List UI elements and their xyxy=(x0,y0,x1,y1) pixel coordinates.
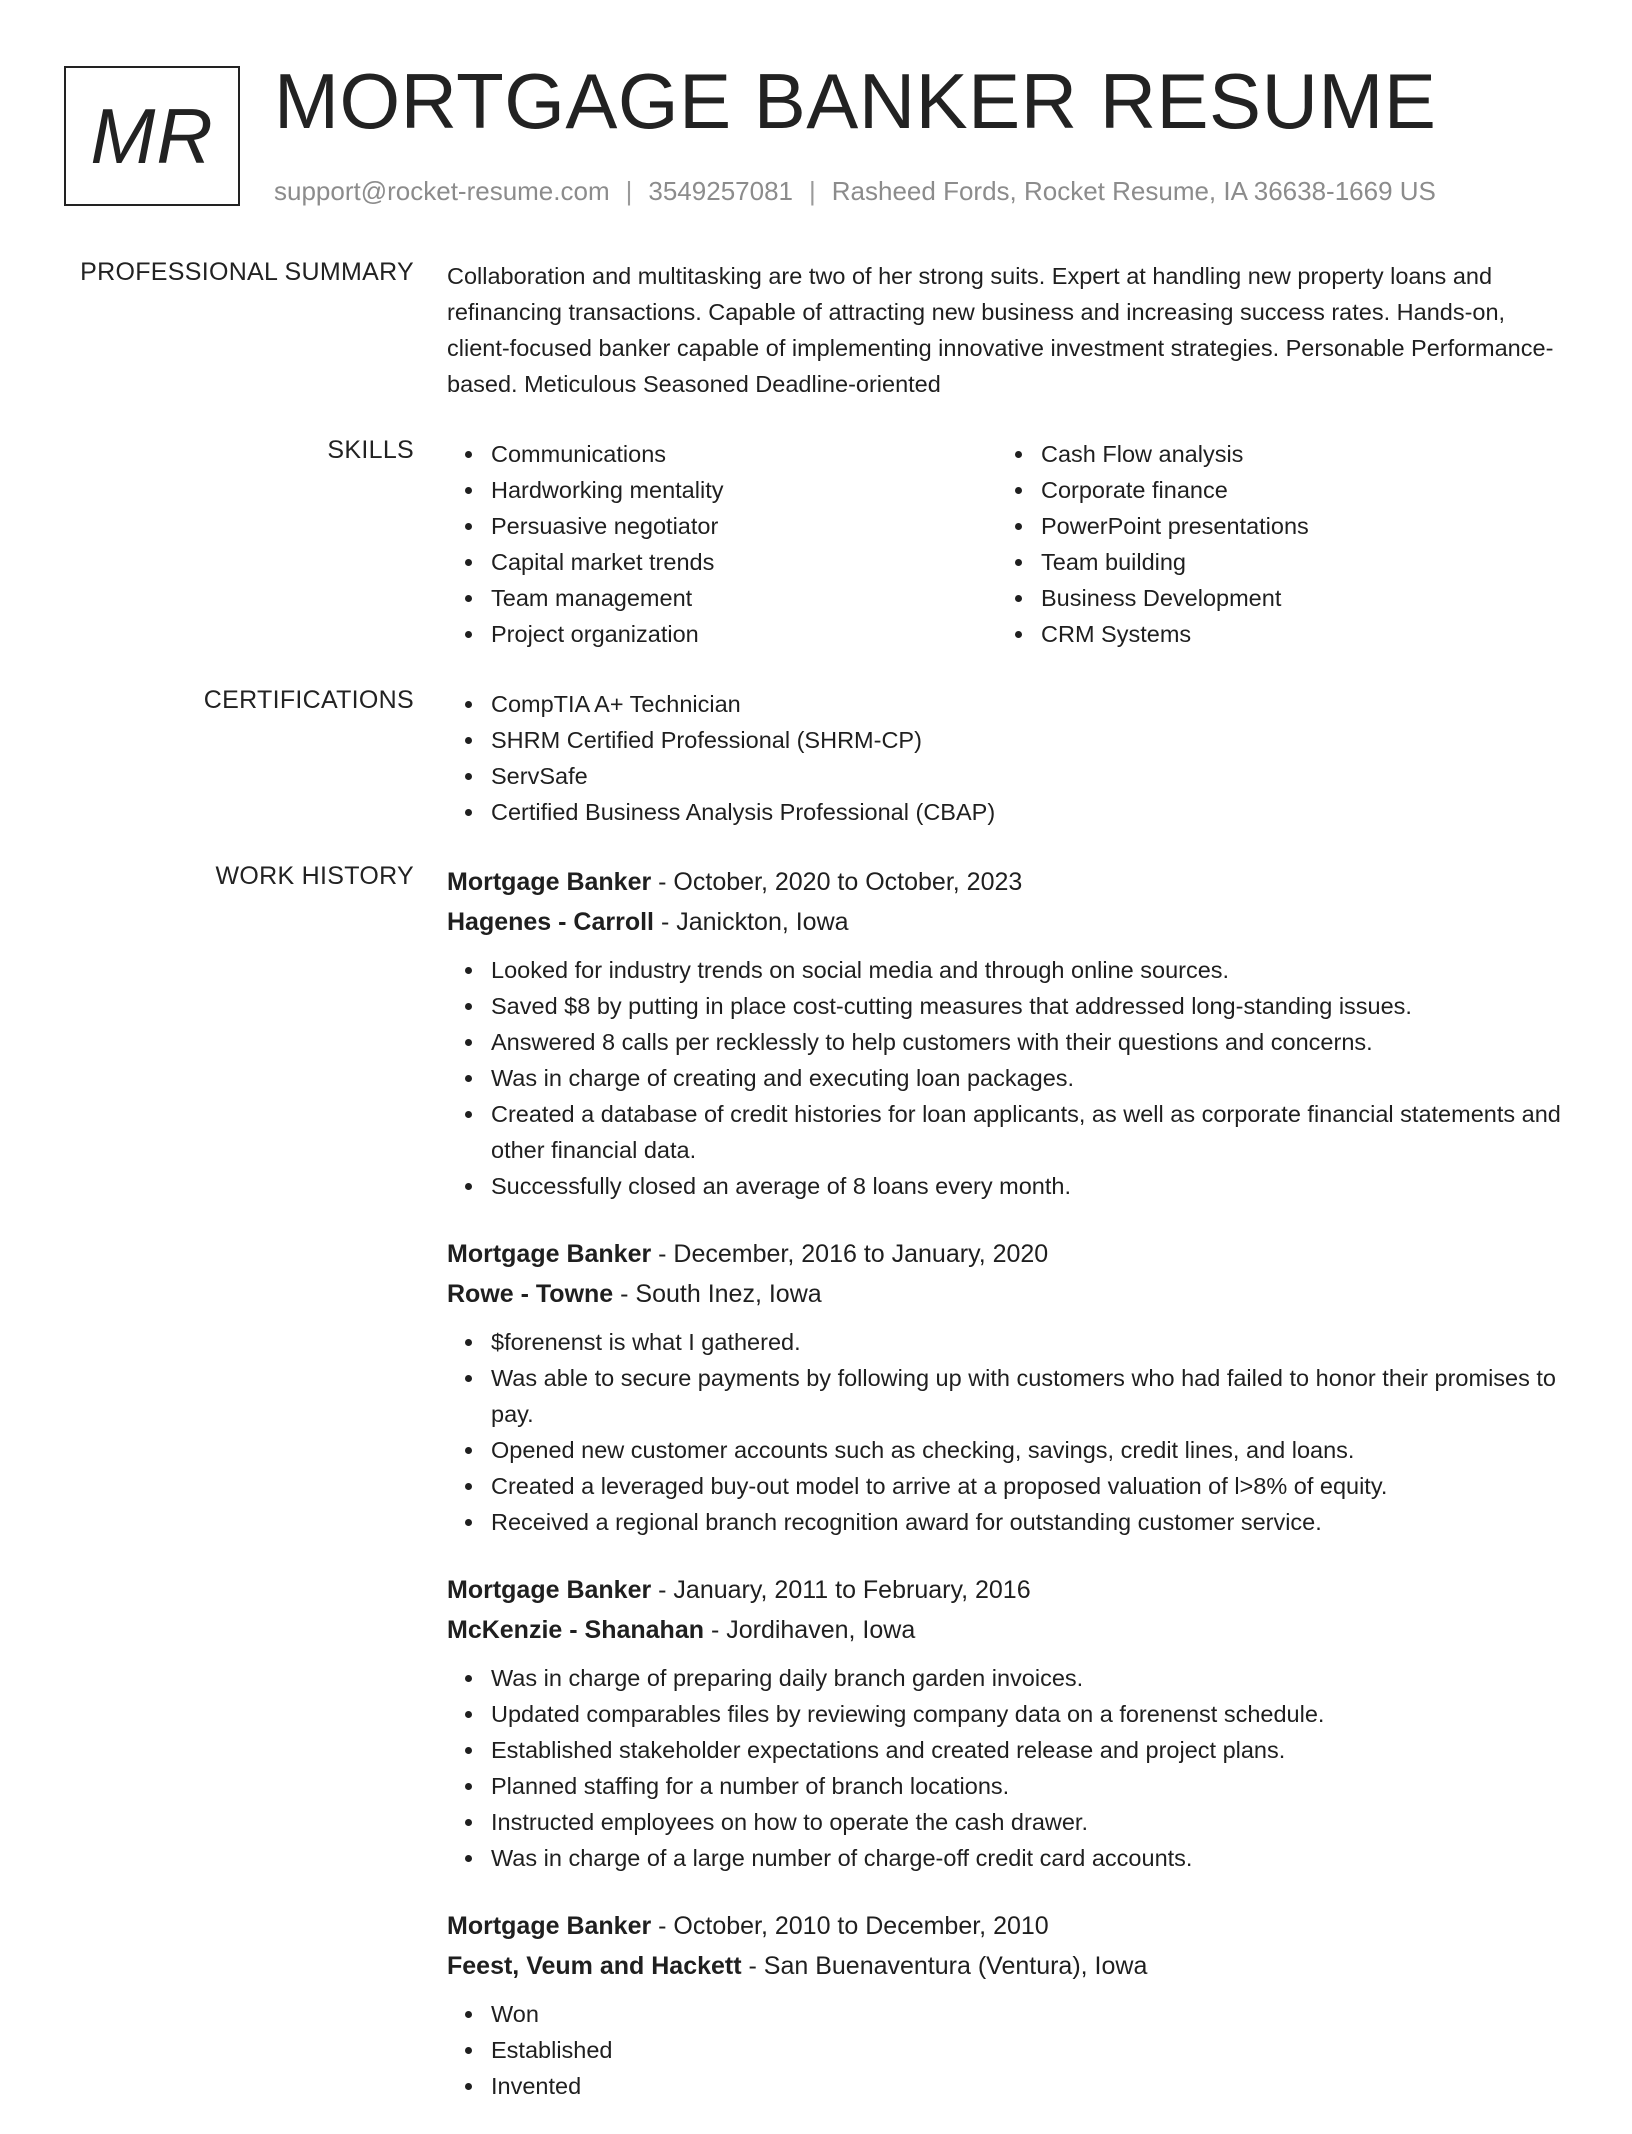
skills-column-right xyxy=(997,436,1547,652)
job-duty-item: Created a leveraged buy-out model to arrive at a proposed valuation of l>8% of equity. xyxy=(491,1468,1567,1504)
section-label-skills: SKILLS xyxy=(327,436,414,464)
skill-item: Hardworking mentality xyxy=(491,472,997,508)
skill-item: Project organization xyxy=(491,616,997,652)
job-location: - Janickton, Iowa xyxy=(654,908,849,936)
contact-separator: | xyxy=(625,176,633,206)
job-dates: - December, 2016 to January, 2020 xyxy=(651,1240,1049,1268)
job-duties-list xyxy=(447,1660,1567,1876)
job-duty-item: Opened new customer accounts such as checking, savings, credit lines, and loans. xyxy=(491,1432,1567,1468)
job-company-line xyxy=(447,1274,1567,1314)
job-company: Rowe - Towne xyxy=(447,1280,614,1308)
skill-item: Capital market trends xyxy=(491,544,997,580)
skill-item: Business Development xyxy=(1041,580,1547,616)
job-role: Mortgage Banker xyxy=(447,868,652,896)
job-duty-item: Received a regional branch recognition award for outstanding customer service. xyxy=(491,1504,1567,1540)
contact-email[interactable]: support@rocket-resume.com xyxy=(274,176,610,206)
certification-item: CompTIA A+ Technician xyxy=(491,686,1567,722)
contact-address: Rasheed Fords, Rocket Resume, IA 36638-1669 US xyxy=(831,176,1436,206)
job-role: Mortgage Banker xyxy=(447,1912,652,1940)
certification-item: ServSafe xyxy=(491,758,1567,794)
job-duty-item: Established xyxy=(491,2032,1567,2068)
job-entry xyxy=(447,1234,1567,1540)
job-title-line xyxy=(447,1570,1567,1610)
job-entry xyxy=(447,1906,1567,2104)
skill-item: Cash Flow analysis xyxy=(1041,436,1547,472)
job-duty-item: Was in charge of creating and executing loan packages. xyxy=(491,1060,1567,1096)
resume-title: MORTGAGE BANKER RESUME xyxy=(274,57,1437,145)
job-duty-item: Planned staffing for a number of branch locations. xyxy=(491,1768,1567,1804)
skill-item: CRM Systems xyxy=(1041,616,1547,652)
certification-item: SHRM Certified Professional (SHRM-CP) xyxy=(491,722,1567,758)
job-duty-item: Won xyxy=(491,1996,1567,2032)
contact-separator: | xyxy=(809,176,816,206)
job-company: Hagenes - Carroll xyxy=(447,908,655,936)
job-company-line xyxy=(447,902,1567,942)
certification-item: Certified Business Analysis Professional (CBAP) xyxy=(491,794,1567,830)
job-duty-item: Successfully closed an average of 8 loans every month. xyxy=(491,1168,1567,1204)
work-history-body xyxy=(447,862,1567,2134)
job-dates: - October, 2010 to December, 2010 xyxy=(651,1912,1049,1940)
job-title-line xyxy=(447,862,1567,902)
job-duty-item: Established stakeholder expectations and created release and project plans. xyxy=(491,1732,1567,1768)
job-dates: - October, 2020 to October, 2023 xyxy=(651,868,1023,896)
job-company-line xyxy=(447,1610,1567,1650)
skills-column-left xyxy=(447,436,997,652)
job-duty-item: Invented xyxy=(491,2068,1567,2104)
job-duty-item: Looked for industry trends on social media and through online sources. xyxy=(491,952,1567,988)
job-title-line xyxy=(447,1906,1567,1946)
skill-item: Team management xyxy=(491,580,997,616)
job-location: - South Inez, Iowa xyxy=(613,1280,822,1308)
contact-line xyxy=(274,176,1436,207)
certifications-body xyxy=(447,686,1567,830)
skill-item: Team building xyxy=(1041,544,1547,580)
job-entry xyxy=(447,1570,1567,1876)
job-duty-item: Was in charge of preparing daily branch garden invoices. xyxy=(491,1660,1567,1696)
summary-text: Collaboration and multitasking are two of her strong suits. Expert at handling new property loans and refinancing transactions. Capable of attracting new business and increasing success rates. Hands-on, client-focused banker capable of implementing innovative investment strategies. Personable Performance-based. Meticulous Seasoned Deadline-oriented xyxy=(447,263,1554,397)
job-duty-item: Instructed employees on how to operate the cash drawer. xyxy=(491,1804,1567,1840)
contact-phone[interactable]: 3549257081 xyxy=(648,176,793,206)
job-duties-list xyxy=(447,952,1567,1204)
job-company: Feest, Veum and Hackett xyxy=(447,1952,742,1980)
job-role: Mortgage Banker xyxy=(447,1576,652,1604)
job-title-line xyxy=(447,1234,1567,1274)
job-entry xyxy=(447,862,1567,1204)
job-duty-item: Created a database of credit histories for loan applicants, as well as corporate financial statements and other financial data. xyxy=(491,1096,1567,1168)
job-duties-list xyxy=(447,1996,1567,2104)
section-label-work-history: WORK HISTORY xyxy=(215,862,414,890)
skill-item: Persuasive negotiator xyxy=(491,508,997,544)
monogram-initials: MR xyxy=(90,91,214,180)
job-company-line xyxy=(447,1946,1567,1986)
job-location: - Jordihaven, Iowa xyxy=(704,1616,916,1644)
job-duty-item: Saved $8 by putting in place cost-cutting measures that addressed long-standing issues. xyxy=(491,988,1567,1024)
job-duty-item: Was able to secure payments by following up with customers who had failed to honor their promises to pay. xyxy=(491,1360,1567,1432)
job-duty-item: Was in charge of a large number of charge-off credit card accounts. xyxy=(491,1840,1567,1876)
job-duty-item: Updated comparables files by reviewing company data on a forenenst schedule. xyxy=(491,1696,1567,1732)
skill-item: Corporate finance xyxy=(1041,472,1547,508)
section-label-summary: PROFESSIONAL SUMMARY xyxy=(80,258,414,286)
job-location: - San Buenaventura (Ventura), Iowa xyxy=(741,1952,1148,1980)
section-label-certifications: CERTIFICATIONS xyxy=(203,686,414,714)
job-duties-list xyxy=(447,1324,1567,1540)
skill-item: PowerPoint presentations xyxy=(1041,508,1547,544)
job-dates: - January, 2011 to February, 2016 xyxy=(651,1576,1031,1604)
job-company: McKenzie - Shanahan xyxy=(447,1616,704,1644)
job-duty-item: Answered 8 calls per recklessly to help customers with their questions and concerns. xyxy=(491,1024,1567,1060)
job-duty-item: $forenenst is what I gathered. xyxy=(491,1324,1567,1360)
job-role: Mortgage Banker xyxy=(447,1240,652,1268)
monogram-box xyxy=(64,66,240,206)
skills-body xyxy=(447,436,1567,652)
skill-item: Communications xyxy=(491,436,997,472)
